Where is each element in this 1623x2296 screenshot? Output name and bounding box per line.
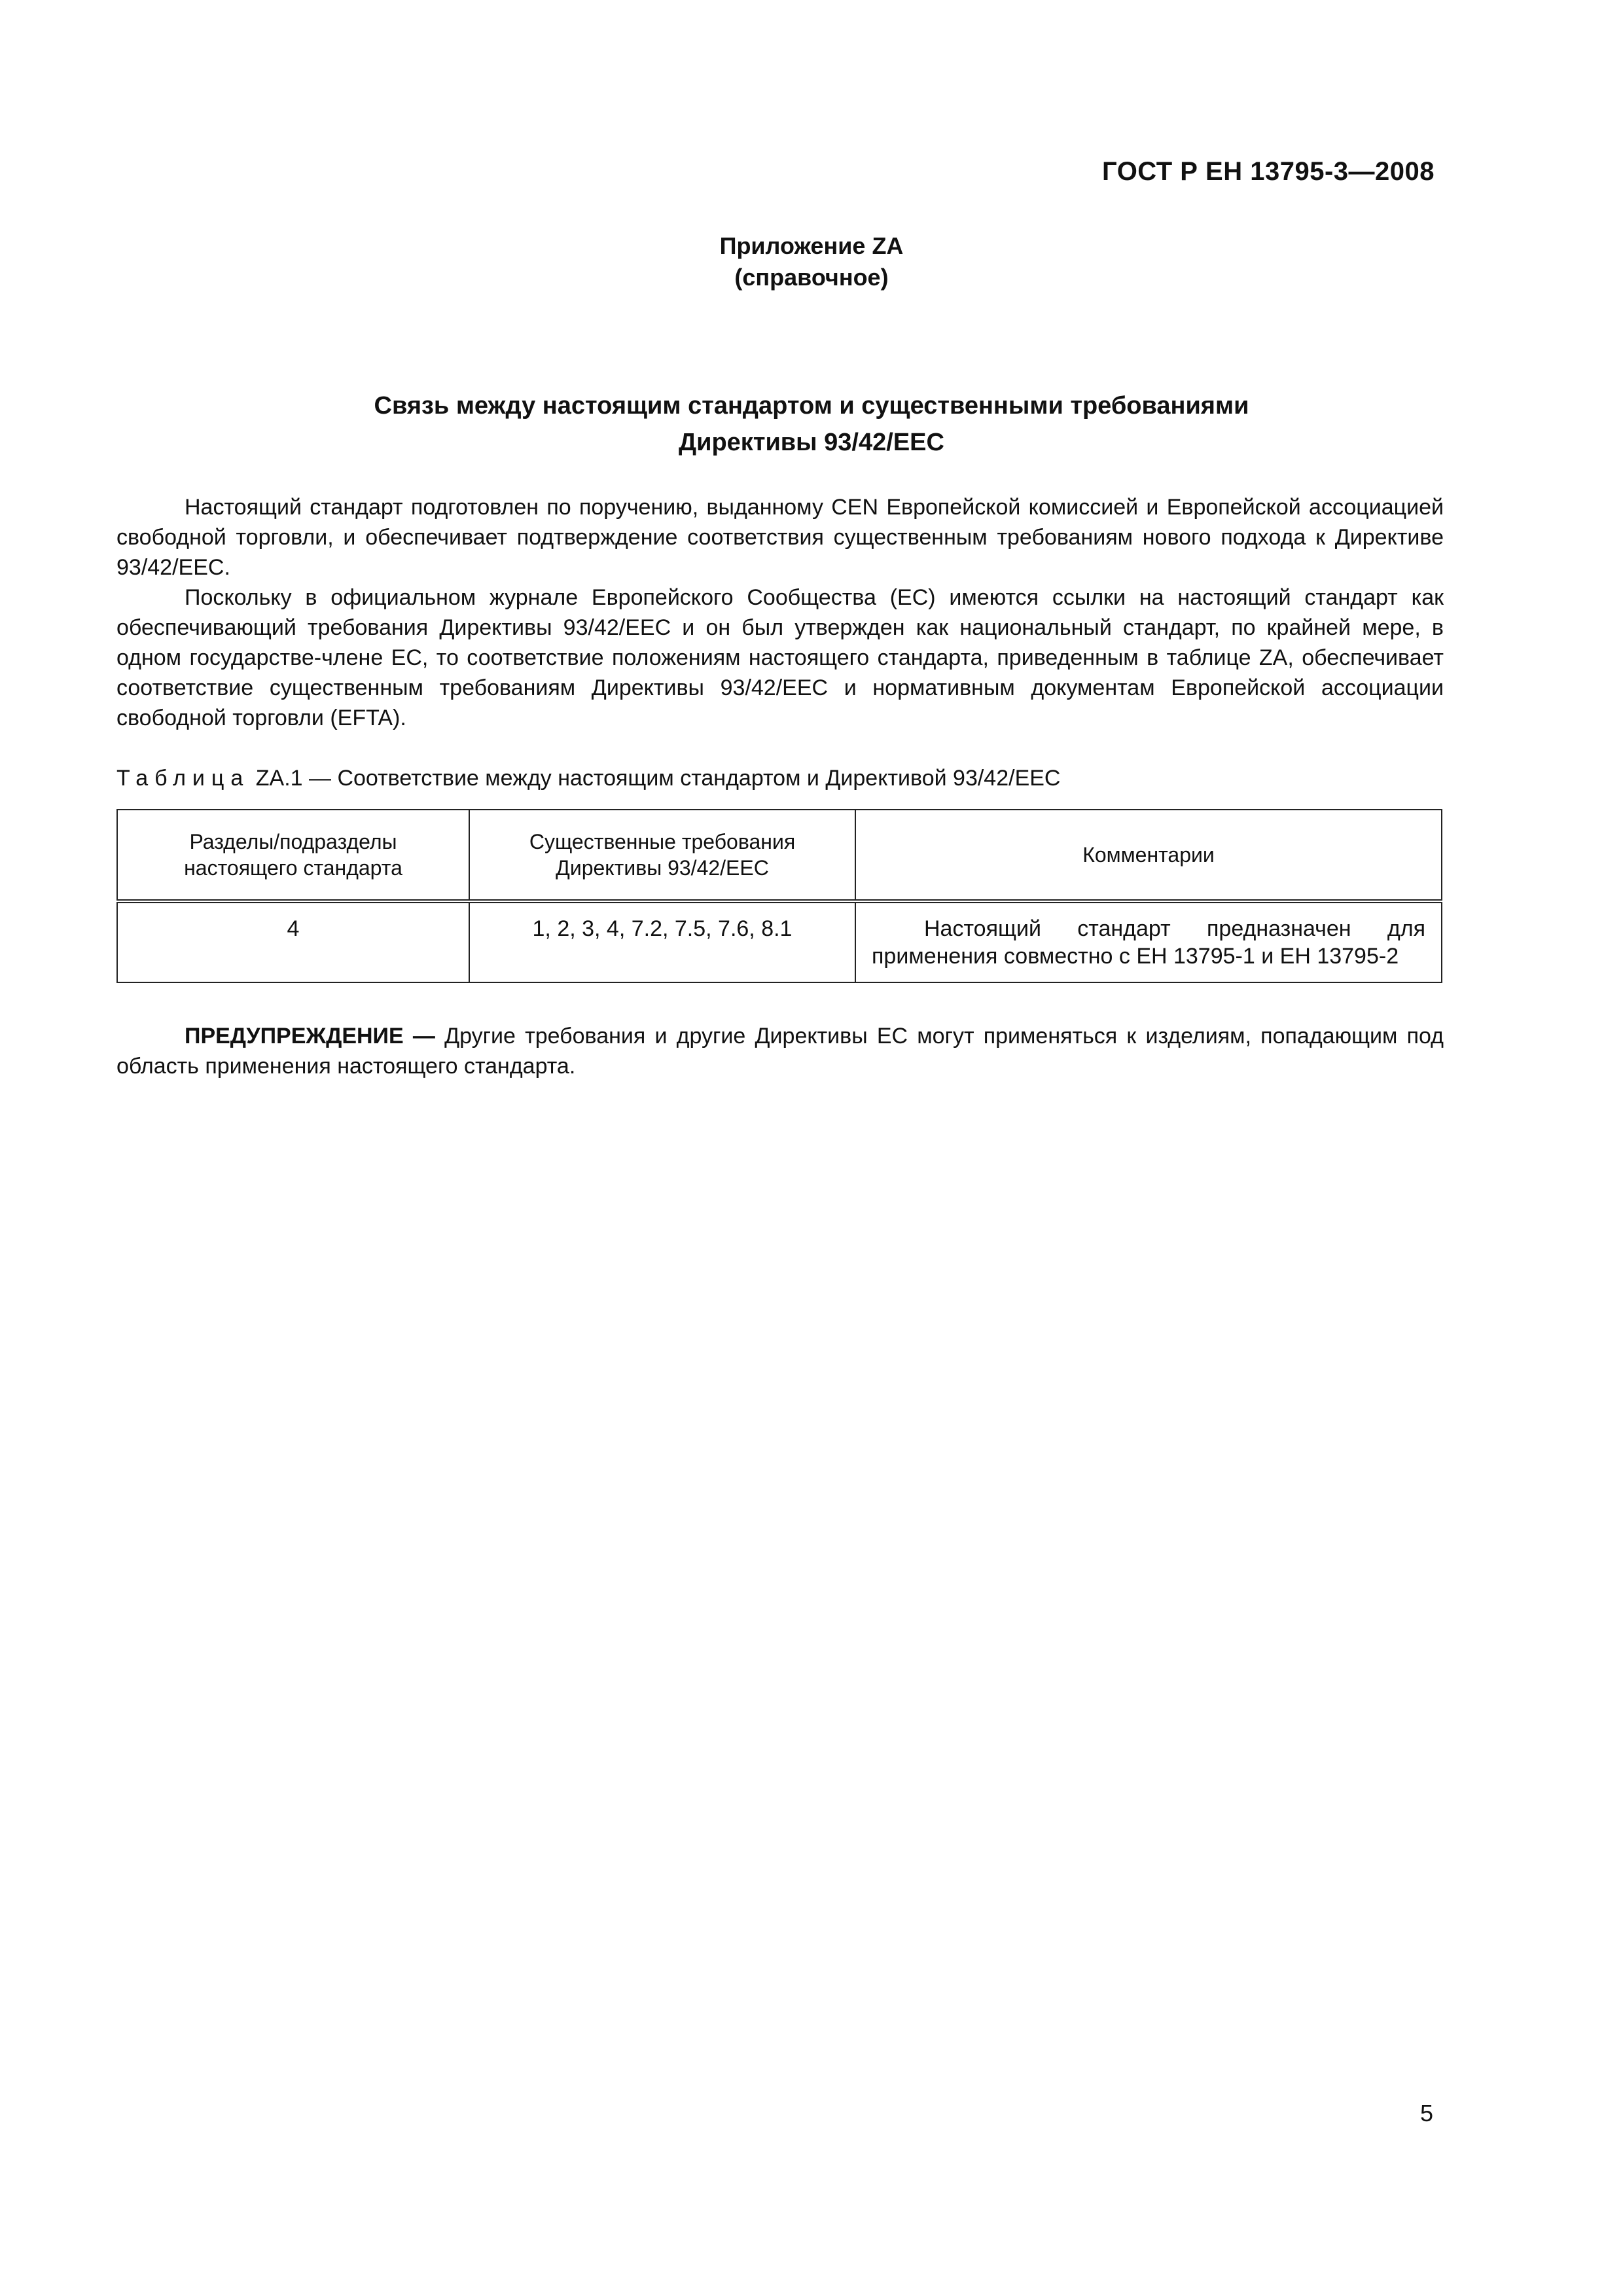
header-sections-line1: Разделы/подразделы — [189, 830, 397, 853]
cell-requirements: 1, 2, 3, 4, 7.2, 7.5, 7.6, 8.1 — [469, 901, 855, 982]
table-caption-prefix: Таблица — [116, 766, 250, 791]
annex-title-line2: Директивы 93/42/EEC — [679, 429, 944, 456]
standard-code: ГОСТ Р ЕН 13795-3—2008 — [1102, 157, 1435, 186]
cell-comments: Настоящий стандарт предназначен для применения совместно с ЕН 13795-1 и ЕН 13795-2 — [855, 901, 1442, 982]
annex-title — [0, 387, 1623, 461]
header-comments: Комментарии — [855, 810, 1442, 901]
annex-title-line1: Связь между настоящим стандартом и существенными требованиями — [374, 392, 1249, 420]
paragraph: Настоящий стандарт подготовлен по поручению, выданному CEN Европейской комиссией и Европейской ассоциацией свободной торговли, и обеспечивает подтверждение соответствия существенным требованиям нового подхода к Директиве 93/42/EEC. — [116, 495, 1444, 580]
table-caption-text: ZA.1 — Соответствие между настоящим стандартом и Директивой 93/42/EEC — [255, 766, 1061, 791]
annex-type: (справочное) — [734, 264, 889, 291]
annex-heading — [0, 230, 1623, 293]
correspondence-table — [116, 809, 1442, 983]
warning-paragraph — [116, 1021, 1444, 1081]
intro-text — [116, 492, 1444, 733]
warning-text: Другие требования и другие Директивы ЕС могут применяться к изделиям, попадающим под область применения настоящего стандарта. — [116, 1024, 1444, 1079]
table-row — [117, 901, 1442, 982]
table-header-row — [117, 810, 1442, 901]
header-sections — [117, 810, 469, 901]
cell-sections: 4 — [117, 901, 469, 982]
header-requirements-line2: Директивы 93/42/EEC — [556, 856, 769, 880]
warning-label: ПРЕДУПРЕЖДЕНИЕ — — [185, 1024, 435, 1049]
header-requirements-line1: Существенные требования — [529, 830, 796, 853]
header-sections-line2: настоящего стандарта — [184, 856, 402, 880]
header-requirements — [469, 810, 855, 901]
table-caption — [116, 763, 1060, 793]
paragraph: Поскольку в официальном журнале Европейского Сообщества (ЕС) имеются ссылки на настоящий стандарт как обеспечивающий требования Директивы 93/42/EEC и он был утвержден как национальный стандарт, по крайней мере, в одном государстве-члене ЕС, то соответствие положениям настоящего стандарта, приведенным в таблице ZA, обеспечивает соответствие существенным требованиям Директивы 93/42/EEC и нормативным документам Европейской ассоциации свободной торговли (EFTA). — [116, 585, 1444, 730]
annex-label: Приложение ZA — [719, 232, 904, 259]
page-number: 5 — [1419, 2100, 1433, 2126]
